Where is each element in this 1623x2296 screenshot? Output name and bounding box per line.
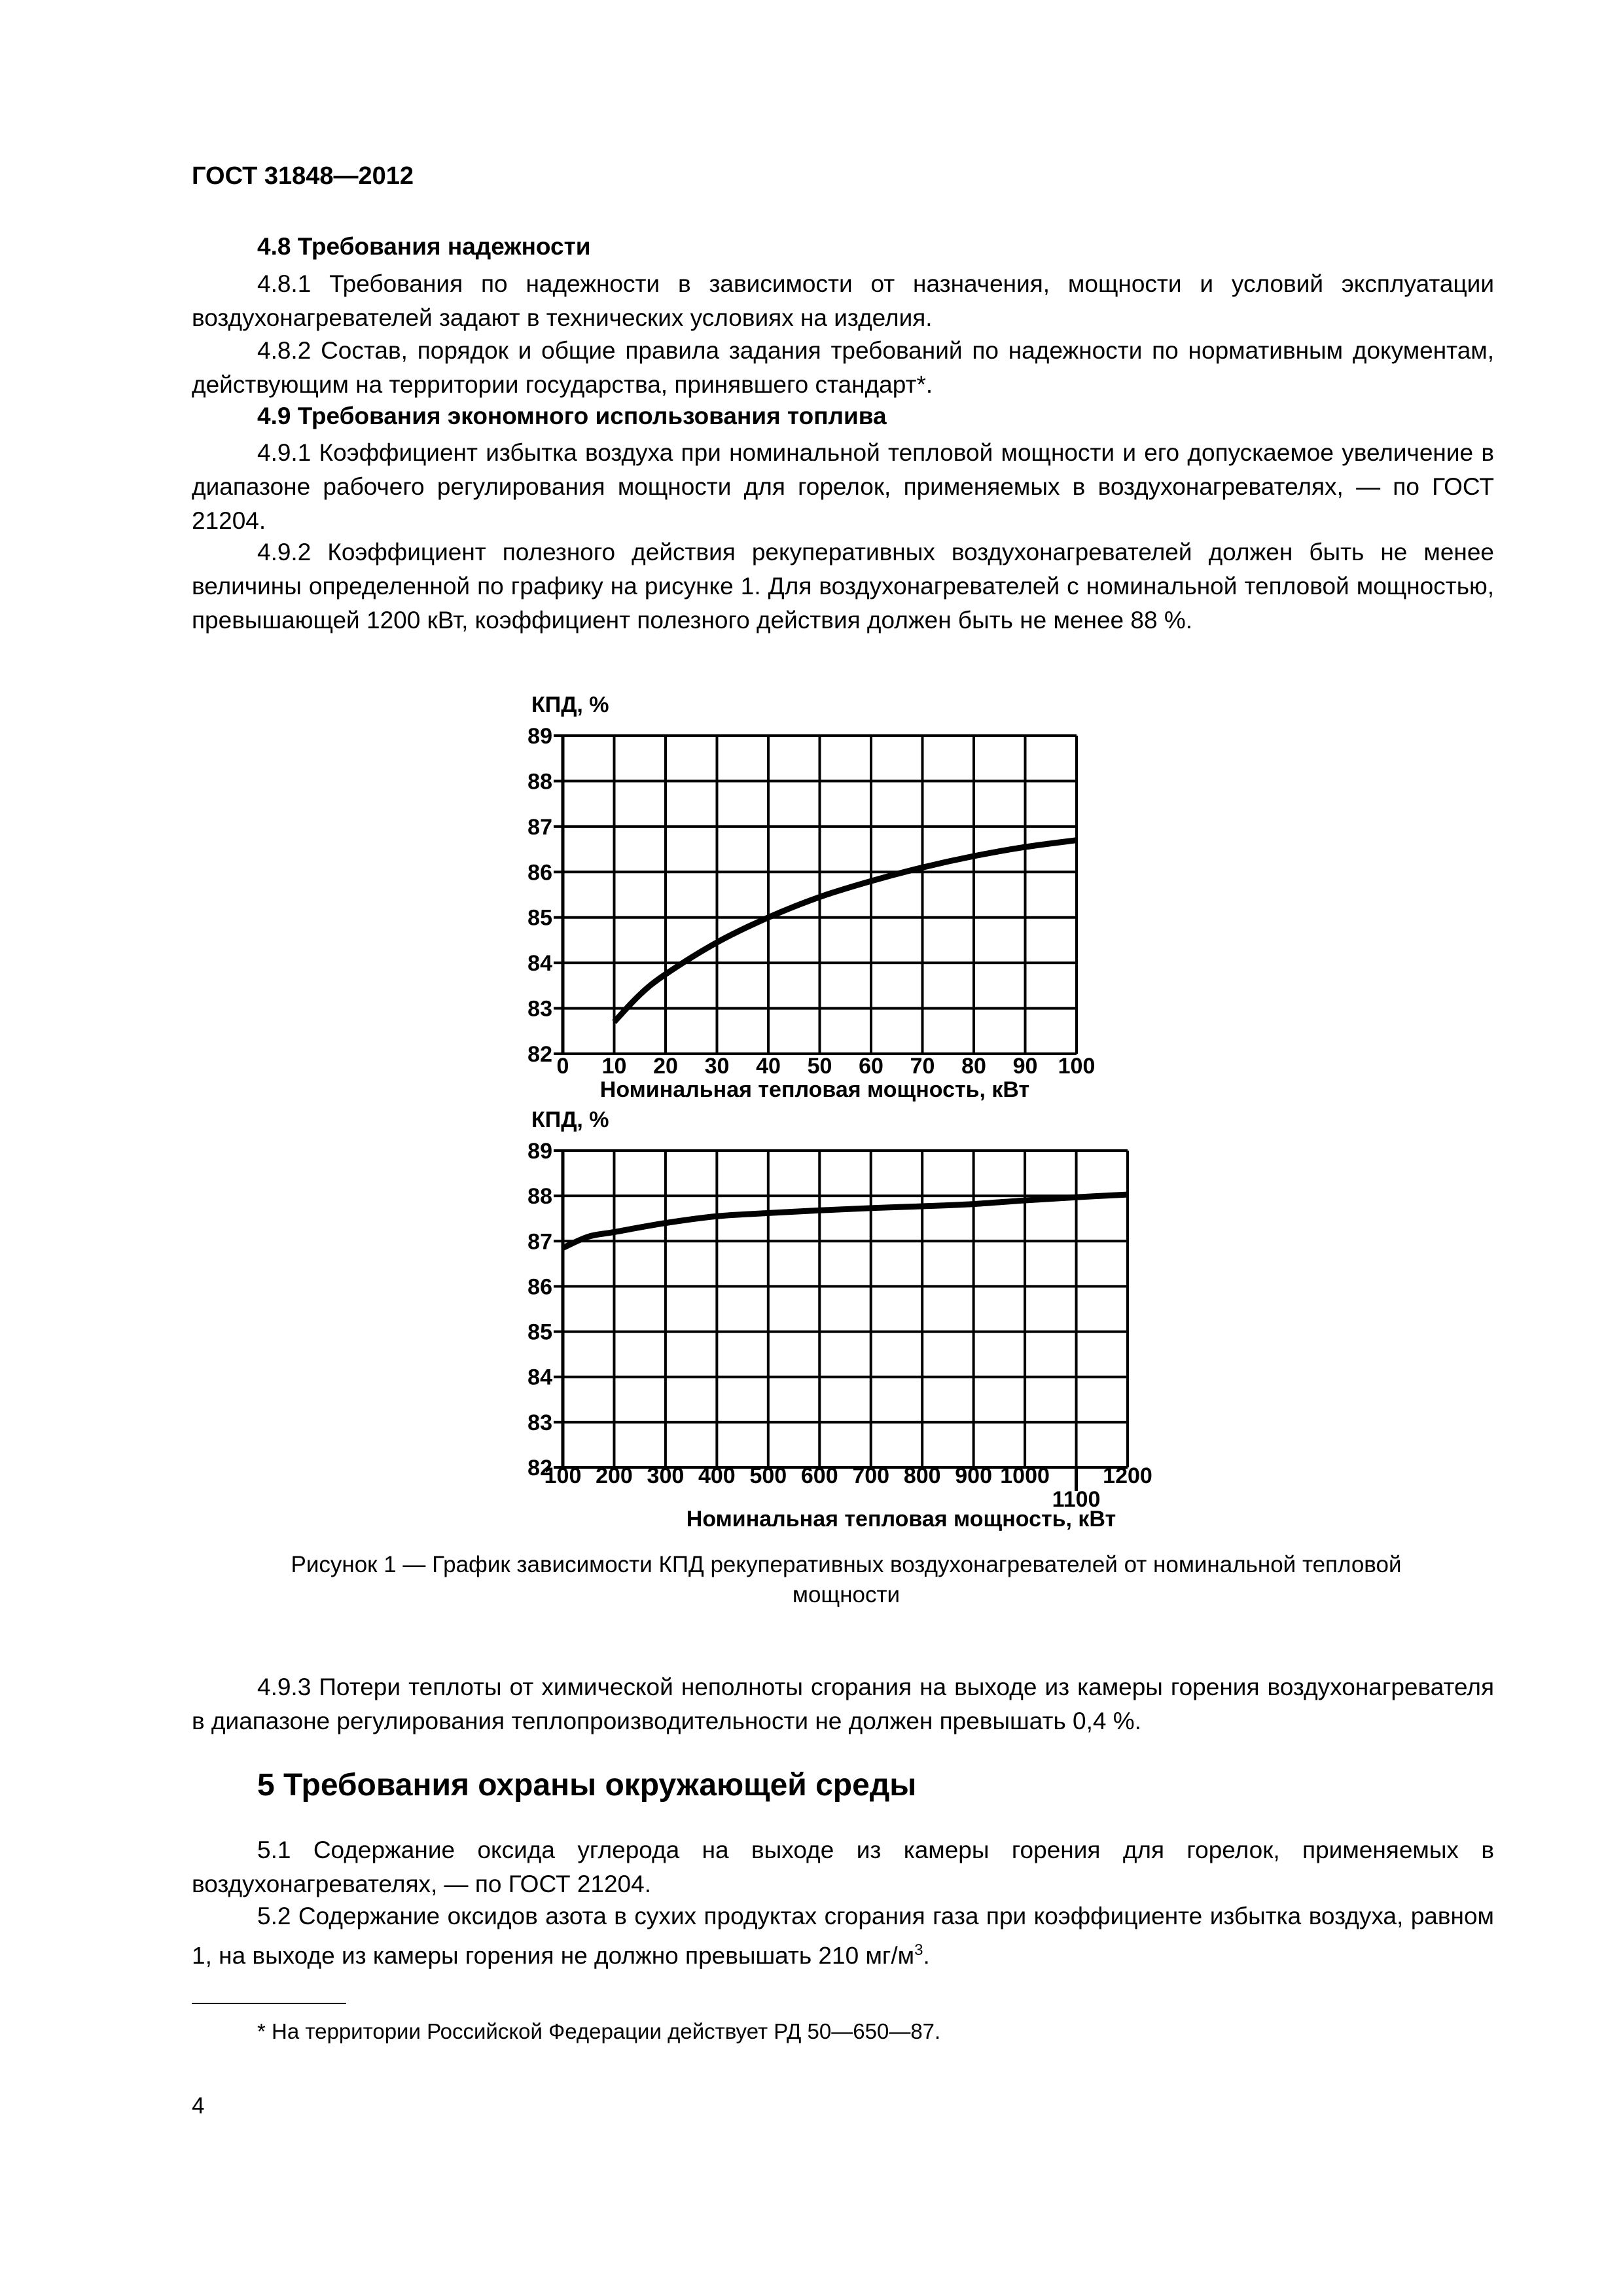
x-tick-label: 900 — [955, 1463, 993, 1488]
paragraph-4-8-1: 4.8.1 Требования по надежности в зависимости от назначения, мощности и условий эксплуатации воздухонагревателей задают в технических условиях на изделия. — [192, 270, 1494, 331]
y-tick-label: 83 — [527, 996, 552, 1022]
y-tick-label: 83 — [527, 1410, 552, 1435]
paragraph-5-2 — [192, 1899, 1494, 1973]
x-tick-label: 90 — [1012, 1054, 1038, 1079]
section-4-8-title: 4.8 Требования надежности — [257, 233, 591, 260]
x-tick-label: 60 — [859, 1054, 883, 1079]
x-tick-label: 10 — [601, 1054, 627, 1079]
x-tick-label: 700 — [852, 1463, 890, 1488]
x-tick-label: 400 — [698, 1463, 736, 1488]
y-tick-label: 84 — [527, 951, 552, 977]
x-tick-label: 300 — [647, 1463, 685, 1488]
paragraph-5-1: 5.1 Содержание оксида углерода на выходе из камеры горения для горелок, применяемых в воздухонагревателях, — по ГОСТ 21204. — [192, 1837, 1494, 1897]
section-5-title: 5 Требования охраны окружающей среды — [257, 1768, 917, 1803]
x-tick-label: 1100 — [1052, 1487, 1101, 1512]
y-tick-label: 87 — [527, 1229, 552, 1255]
x-tick-label: 600 — [800, 1463, 838, 1488]
series-line — [615, 840, 1077, 1022]
x-tick-label: 800 — [903, 1463, 941, 1488]
x-tick-label: 50 — [807, 1054, 832, 1079]
footnote: * На территории Российской Федерации действует РД 50—650—87. — [257, 2019, 941, 2043]
x-tick-label: 70 — [910, 1054, 935, 1079]
paragraph-5-2-end: . — [923, 1942, 930, 1969]
x-tick-label: 100 — [544, 1463, 582, 1488]
y-axis-label: КПД, % — [531, 1107, 609, 1132]
y-tick-label: 87 — [527, 814, 552, 840]
paragraph-5-2-text: 5.2 Содержание оксидов азота в сухих продуктах сгорания газа при коэффициенте избытка воздуха, равном 1, на выходе из камеры горения не должно превышать 210 мг/м — [192, 1903, 1494, 1969]
figure-caption-line2: мощности — [792, 1582, 901, 1607]
y-tick-label: 89 — [527, 724, 552, 749]
paragraph-4-9-2: 4.9.2 Коэффициент полезного действия рекуперативных воздухонагревателей должен быть не менее величины определенной по графику на рисунке 1. Для воздухонагревателей с номинальной тепловой мощностью, превышающей 1200 кВт, коэффициент полезного действия должен быть не менее 88 %. — [192, 539, 1494, 634]
chart-top — [527, 692, 1095, 1102]
x-tick-label: 20 — [653, 1054, 678, 1079]
y-tick-label: 85 — [527, 905, 552, 931]
paragraph-4-8-2: 4.8.2 Состав, порядок и общие правила задания требований по надежности по нормативным документам, действующим на территории государства, принявшего стандарт*. — [192, 337, 1494, 398]
y-tick-label: 82 — [527, 1042, 552, 1067]
chart-bottom — [527, 1107, 1152, 1532]
x-tick-label: 500 — [749, 1463, 787, 1488]
section-4-9-title: 4.9 Требования экономного использования топлива — [257, 403, 887, 429]
x-tick-label: 40 — [756, 1054, 781, 1079]
x-axis-label: Номинальная тепловая мощность, кВт — [686, 1507, 1116, 1532]
y-tick-label: 86 — [527, 1274, 552, 1300]
y-tick-label: 85 — [527, 1319, 552, 1345]
figure-caption-line1: Рисунок 1 — График зависимости КПД рекуперативных воздухонагревателей от номинальной тепловой — [291, 1552, 1402, 1577]
paragraph-4-9-1: 4.9.1 Коэффициент избытка воздуха при номинальной тепловой мощности и его допускаемое увеличение в диапазоне рабочего регулирования мощности для горелок, применяемых в воздухонагревателях, — по ГОСТ 21204. — [192, 439, 1494, 534]
y-axis-label: КПД, % — [531, 692, 609, 717]
y-tick-label: 89 — [527, 1139, 552, 1164]
x-axis-label: Номинальная тепловая мощность, кВт — [599, 1077, 1030, 1102]
superscript-3: 3 — [914, 1941, 923, 1959]
x-tick-label: 0 — [556, 1054, 569, 1079]
y-tick-label: 88 — [527, 1184, 552, 1210]
x-tick-label: 1200 — [1103, 1463, 1152, 1488]
x-tick-label: 1000 — [1000, 1463, 1050, 1488]
x-tick-label: 200 — [596, 1463, 633, 1488]
y-tick-label: 88 — [527, 769, 552, 795]
x-tick-label: 100 — [1058, 1054, 1096, 1079]
y-tick-label: 86 — [527, 860, 552, 886]
x-tick-label: 80 — [961, 1054, 986, 1079]
document-id: ГОСТ 31848—2012 — [192, 162, 414, 190]
page-number: 4 — [192, 2093, 205, 2119]
x-tick-label: 30 — [704, 1054, 730, 1079]
y-tick-label: 82 — [527, 1456, 552, 1480]
y-tick-label: 84 — [527, 1365, 552, 1390]
footnote-divider — [192, 2003, 346, 2004]
paragraph-4-9-3: 4.9.3 Потери теплоты от химической неполноты сгорания на выходе из камеры горения воздухонагревателя в диапазоне регулирования теплопроизводительности не должен превышать 0,4 %. — [192, 1674, 1494, 1734]
